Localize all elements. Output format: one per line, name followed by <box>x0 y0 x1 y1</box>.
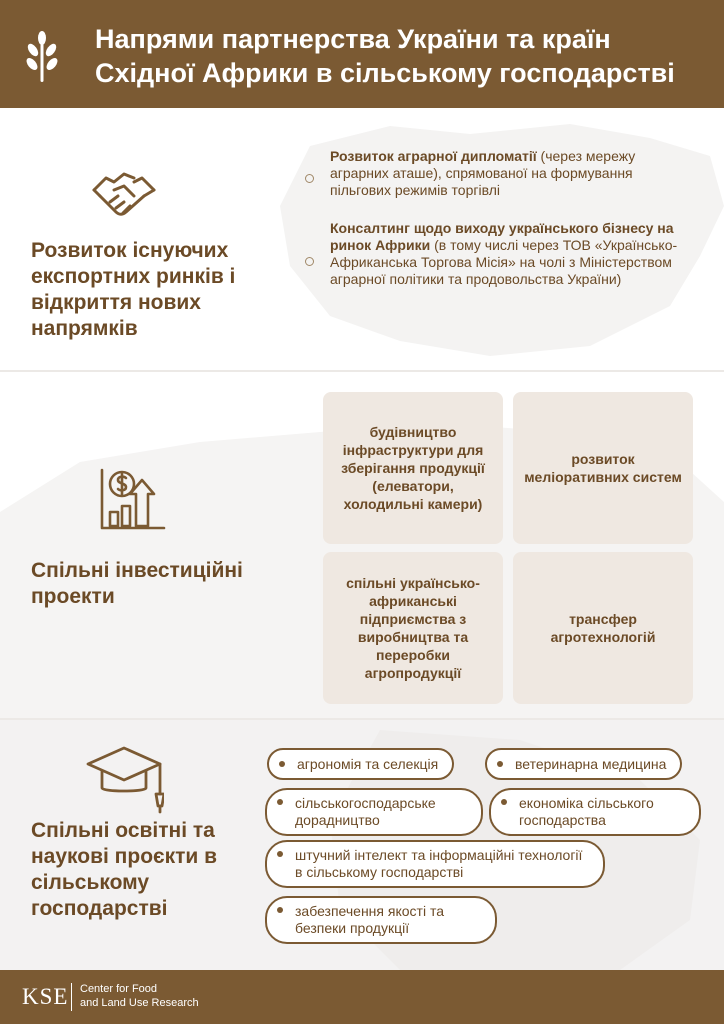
header <box>0 0 724 108</box>
pill-label: забезпечення якості та безпеки продукції <box>295 903 444 936</box>
pill-dot <box>501 799 507 805</box>
edu-pill <box>265 840 605 888</box>
export-section <box>0 108 724 370</box>
invest-card: трансфер агротехнологій <box>513 552 693 704</box>
invest-section-title: Спільні інвестиційні проекти <box>31 559 243 608</box>
center-name-line2: and Land Use Research <box>80 997 199 1009</box>
pill-dot <box>277 799 283 805</box>
wheat-icon <box>22 30 62 82</box>
item-text: (в тому числі через ТОВ «Українсько-Африканська Торгова Місія» на чолі з Міністерством аграрної політики та продовольства України) <box>330 237 678 287</box>
kse-logo: KSE <box>22 984 69 1009</box>
pill-dot <box>497 761 503 767</box>
pill-dot <box>277 907 283 913</box>
item-text: (через мережу аграрних аташе), спрямованої на формування пільгових режимів торгівлі <box>330 148 636 198</box>
bullet-dot <box>305 174 314 183</box>
export-section-title: Розвиток існуючих експортних ринків і відкриття нових напрямків <box>31 239 236 340</box>
pill-label: економіка сільського господарства <box>519 795 654 828</box>
pill-dot <box>277 851 283 857</box>
graduation-cap-icon <box>84 742 164 814</box>
center-name-line1: Center for Food <box>80 983 158 995</box>
pill-label: штучний інтелект та інформаційні технології в сільському господарстві <box>295 847 583 880</box>
pill-label: сільськогосподарське дорадництво <box>295 795 436 828</box>
pill-dot <box>279 761 285 767</box>
edu-pill <box>485 748 682 780</box>
page-title: Напрями партнерства України та країн Східної Африки в сільському господарстві <box>95 24 675 88</box>
edu-pill <box>265 896 497 944</box>
edu-section-title: Спільні освітні та наукові проєкти в сільському господарстві <box>31 819 218 920</box>
invest-card: будівництво інфраструктури для зберігання продукції (елеватори, холодильні камери) <box>323 392 503 544</box>
edu-pill <box>489 788 701 836</box>
invest-card: спільні українсько-африканські підприємства з виробництва та переробки агропродукції <box>323 552 503 704</box>
item-bold-text: Консалтинг щодо виходу українського бізнесу на ринок Африки <box>330 220 674 253</box>
invest-card: розвиток меліоративних систем <box>513 392 693 544</box>
invest-section <box>0 372 724 718</box>
item-bold-text: Розвиток аграрної дипломатії <box>330 148 537 164</box>
export-item <box>305 148 695 199</box>
footer <box>0 970 724 1024</box>
edu-section <box>0 720 724 970</box>
handshake-icon <box>90 160 158 228</box>
center-name <box>80 982 199 1010</box>
pill-label: ветеринарна медицина <box>515 755 667 772</box>
edu-pill <box>267 748 454 780</box>
bullet-dot <box>305 257 314 266</box>
export-item <box>305 220 695 288</box>
investment-growth-icon <box>96 466 168 532</box>
logo-separator <box>71 983 72 1011</box>
edu-pill <box>265 788 483 836</box>
pill-label: агрономія та селекція <box>297 755 439 772</box>
